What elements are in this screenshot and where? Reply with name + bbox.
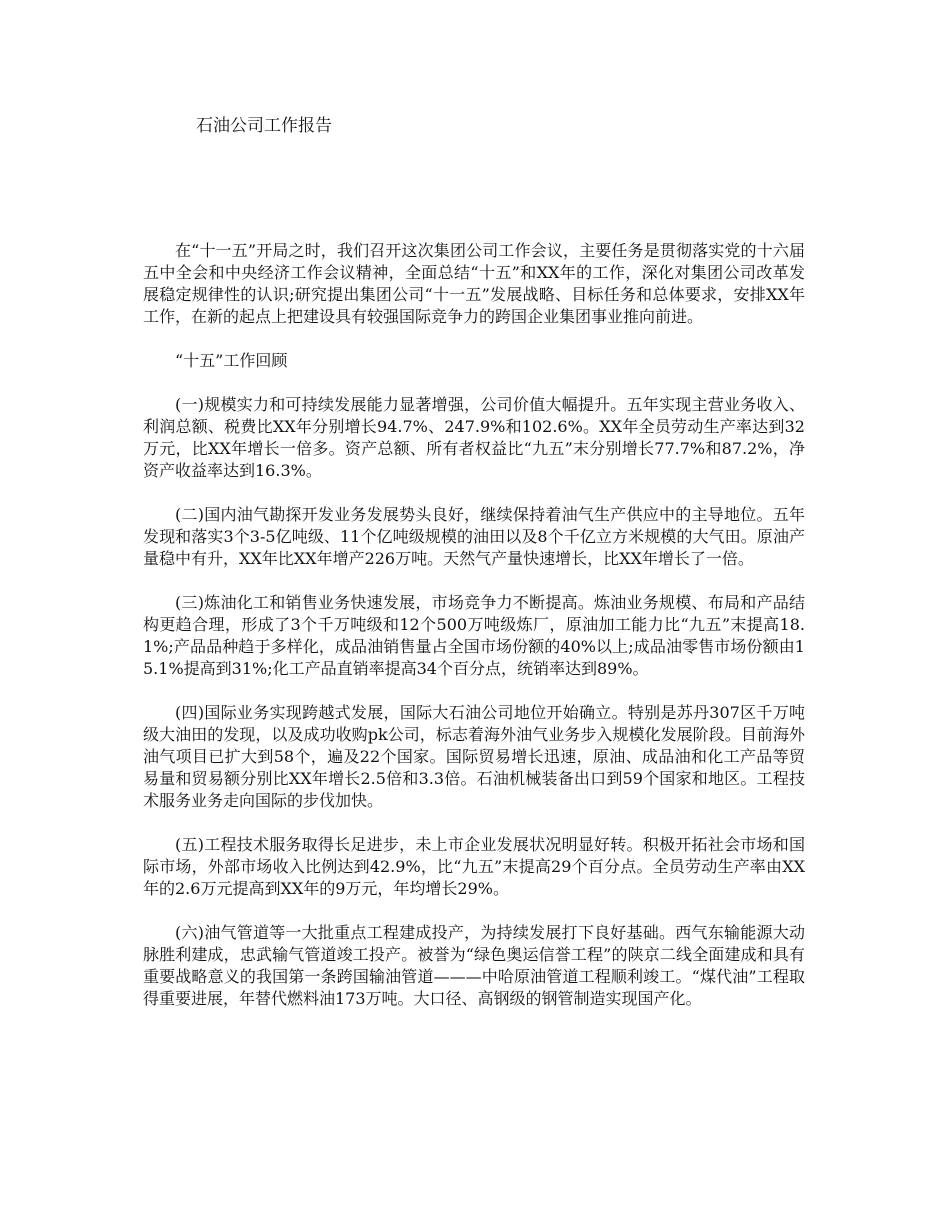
review-item-2: (二)国内油气勘探开发业务发展势头良好，继续保持着油气生产供应中的主导地位。五年发现和落实3个3-5亿吨级、11个亿吨级规模的油田以及8个千亿立方米规模的大气田。原油产量稳中有升，XX年比XX年增产226万吨。天然气产量快速增长，比XX年增长了一倍。: [143, 505, 805, 568]
review-item-5: (五)工程技术服务取得长足进步，未上市企业发展状况明显好转。积极开拓社会市场和国际市场，外部市场收入比例达到42.9%，比“九五”末提高29个百分点。全员劳动生产率由XX年的2.6万元提高到XX年的9万元，年均增长29%。: [143, 835, 805, 898]
review-item-1: (一)规模实力和可持续发展能力显著增强，公司价值大幅提升。五年实现主营业务收入、利润总额、税费比XX年分别增长94.7%、247.9%和102.6%。XX年全员劳动生产率达到32万元，比XX年增长一倍多。资产总额、所有者权益比“九五”末分别增长77.7%和87.2%，净资产收益率达到16.3%。: [143, 395, 805, 480]
intro-paragraph: 在“十一五”开局之时，我们召开这次集团公司工作会议，主要任务是贯彻落实党的十六届五中全会和中央经济工作会议精神，全面总结“十五”和XX年的工作，深化对集团公司改革发展稳定规律性的认识;研究提出集团公司“十一五”发展战略、目标任务和总体要求，安排XX年工作，在新的起点上把建设具有较强国际竞争力的跨国企业集团事业推向前进。: [143, 241, 805, 326]
review-item-4: (四)国际业务实现跨越式发展，国际大石油公司地位开始确立。特别是苏丹307区千万吨级大油田的发现，以及成功收购pk公司，标志着海外油气业务步入规模化发展阶段。目前海外油气项目已扩大到58个，遍及22个国家。国际贸易增长迅速，原油、成品油和化工产品等贸易量和贸易额分别比XX年增长2.5倍和3.3倍。石油机械装备出口到59个国家和地区。工程技术服务业务走向国际的步伐加快。: [143, 703, 805, 810]
review-item-3: (三)炼油化工和销售业务快速发展，市场竞争力不断提高。炼油业务规模、布局和产品结构更趋合理，形成了3个千万吨级和12个500万吨级炼厂，原油加工能力比“九五”末提高18.1%;产品品种趋于多样化，成品油销售量占全国市场份额的40%以上;成品油零售市场份额由15.1%提高到31%;化工产品直销率提高34个百分点，统销率达到89%。: [143, 593, 805, 678]
review-item-6: (六)油气管道等一大批重点工程建成投产，为持续发展打下良好基础。西气东输能源大动脉胜利建成，忠武输气管道竣工投产。被誉为“绿色奥运信誉工程”的陕京二线全面建成和具有重要战略意义的我国第一条跨国输油管道———中哈原油管道工程顺利竣工。“煤代油”工程取得重要进展，年替代燃料油173万吨。大口径、高钢级的钢管制造实现国产化。: [143, 923, 805, 1008]
document-body: [143, 240, 805, 1032]
document-title: 石油公司工作报告: [196, 116, 332, 136]
section-heading: “十五”工作回顾: [175, 351, 288, 370]
